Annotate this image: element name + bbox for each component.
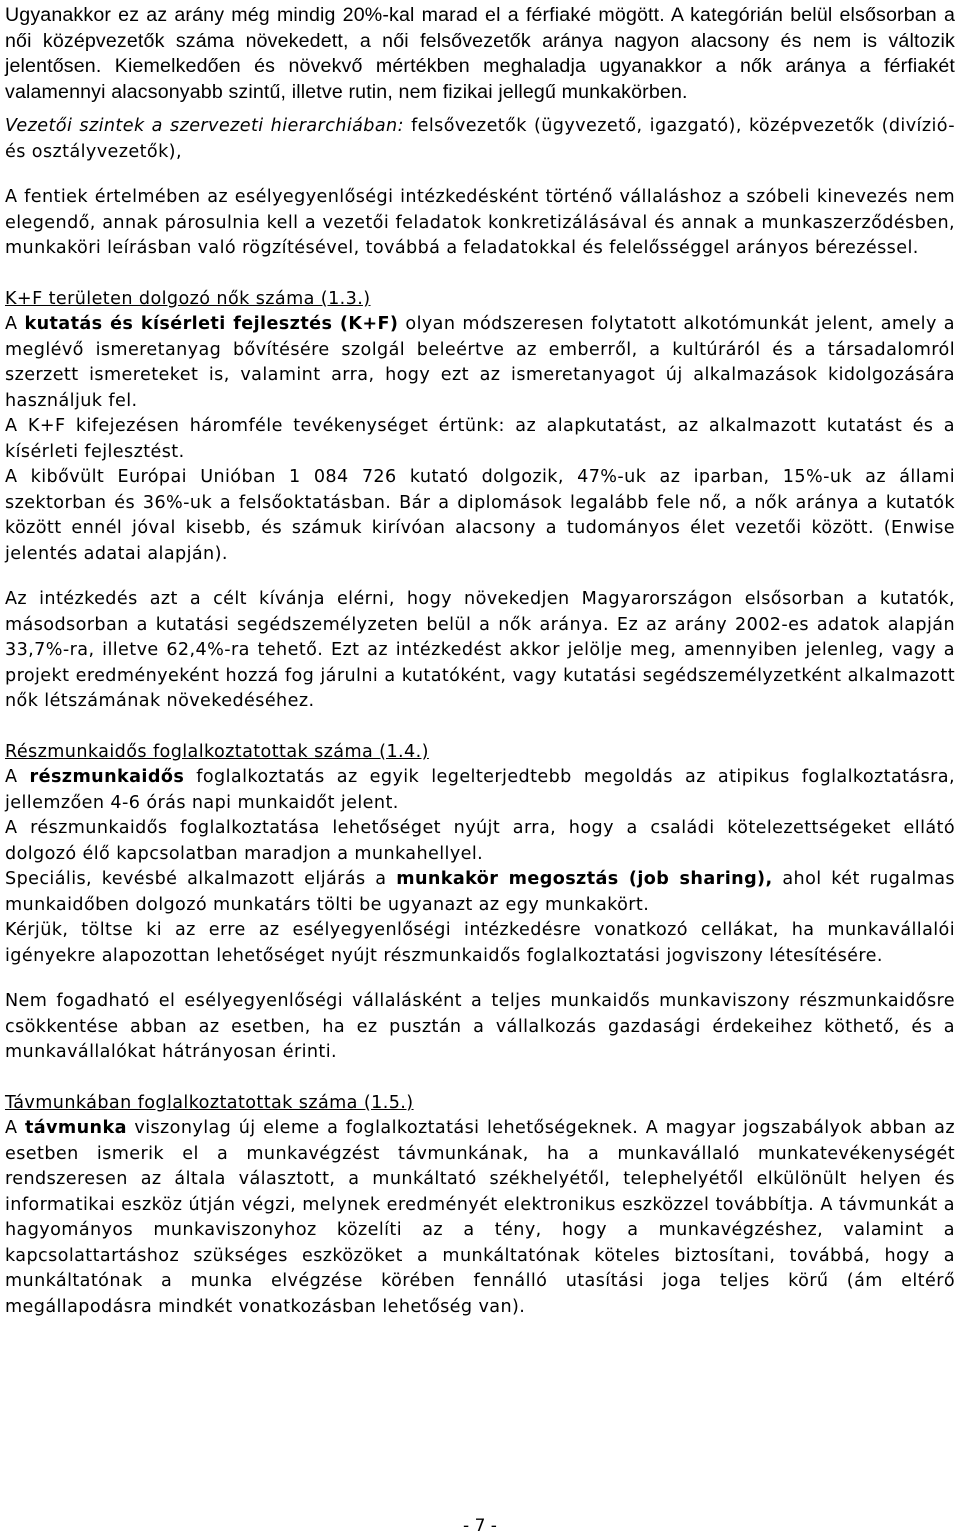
definition-lead: Vezetői szintek a szervezeti hierarchiában: (5, 116, 404, 136)
rd-paragraph-eu-stats: A kibővült Európai Unióban 1 084 726 kutató dolgozik, 47%-uk az iparban, 15%-uk az állami szektorban és 36%-uk a felsőoktatásban. Bár a diplomások legalább fele nő, a nők aránya a kutatók között ennél jóval kisebb, és számuk kirívóan alacsony a tudományos élet vezetői között. (Enwise jelentés adatai alapján). (5, 467, 955, 564)
intro-paragraph: Ugyanakkor ez az arány még mindig 20%-kal marad el a férfiaké mögött. A kategórián belül elsősorban a női középvezetők száma növekedett, a női felsővezetők aránya nagyon alacsony és nem is változik jelentősen. Kiemelkedően és növekvő mértékben meghaladja ugyanakkor a nők aránya a férfiakét valamennyi alacsonyabb szintű, illetve rutin, nem fizikai jellegű munkakörben. (5, 4, 955, 103)
parttime-definition-pre: A (5, 767, 30, 787)
rd-paragraph-types: A K+F kifejezésen háromféle tevékenységet értünk: az alapkutatást, az alkalmazott kutatást és a kísérleti fejlesztést. (5, 416, 955, 462)
rd-definition-post: olyan módszeresen folytatott alkotómunkát jelent, amely a meglévő ismeretanyag bővítésére szolgál beleértve az emberről, a kultúráról és a társadalomról szerzett ismereteket is, valamint arra, hogy ezt az ismeretanyagot új alkalmazások kidolgozására használjuk fel. (5, 314, 955, 411)
parttime-paragraph-definition (5, 765, 955, 816)
parttime-paragraph-request: Kérjük, töltse ki az erre az esélyegyenlőségi intézkedésre vonatkozó cellákat, ha munkavállalói igényekre alapozottan lehetőséget nyújt részmunkaidős foglalkoztatási jogviszony létesítésére. (5, 920, 955, 966)
telework-term: távmunka (24, 1118, 127, 1138)
parttime-paragraph-family: A részmunkaidős foglalkoztatása lehetőséget nyújt arra, hogy a családi kötelezettségeket ellátó dolgozó élő kapcsolatban maradjon a munkahellyel. (5, 818, 955, 864)
definition-text: felsővezetők (ügyvezető, igazgató), középvezetők (divízió- és osztályvezetők), (5, 116, 955, 162)
rd-term: kutatás és kísérleti fejlesztés (K+F) (24, 314, 399, 334)
telework-post: viszonylag új eleme a foglalkoztatási lehetőségeknek. A magyar jogszabályok abban az esetben ismerik el a munkavégzést távmunkának, ha a munkavállaló munkatevékenységét rendszeresen az általa választott, a munkáltató székhelyétől, telephelyétől elkülönült helyen és informatikai eszköz útján végzi, melynek eredményét elektronikus eszközzel továbbítja. A távmunkát a hagyományos munkaviszonyhoz közelíti az a tény, hogy a munkavégzéshez, valamint a kapcsolattartáshoz szükséges eszközöket a munkáltatónak köteles biztosítani, továbbá, hogy a munkáltatónak a munka elvégzése körében fennálló utasítási joga teljes körű (ám eltérő megállapodásra mindkét vonatkozásban lehetőség van). (5, 1118, 955, 1317)
appointment-paragraph: A fentiek értelmében az esélyegyenlőségi intézkedésként történő vállaláshoz a szóbeli kinevezés nem elegendő, annak párosulnia kell a vezetői feladatok konkretizálásával és annak a munkaszerződésben, munkaköri leírásban való rögzítésével, továbbá a feladatokkal és felelősséggel arányos bérezéssel. (5, 187, 955, 258)
job-sharing-term: munkakör megosztás (job sharing), (396, 869, 773, 889)
rd-paragraph-goal: Az intézkedés azt a célt kívánja elérni, hogy növekedjen Magyarországon elsősorban a kutatók, másodsorban a kutatási segédszemélyzeten belül a nők aránya. Ez az arány 2002-es adatok alapján 33,7%-ra, illetve 62,4%-ra tehető. Ezt az intézkedést akkor jelölje meg, amennyiben jelenleg, vagy a projekt eredményeként hozzá fog járulni a kutatóként, vagy kutatási segédszemélyzetként alkalmazott nők létszámának növekedéséhez. (5, 589, 955, 711)
telework-paragraph (5, 1116, 955, 1320)
section-heading-rd: K+F területen dolgozó nők száma (1.3.) (5, 288, 371, 309)
section-heading-telework: Távmunkában foglalkoztatottak száma (1.5.) (5, 1092, 414, 1113)
page-number: - 7 - (463, 1516, 497, 1536)
job-sharing-pre: Speciális, kevésbé alkalmazott eljárás a (5, 869, 397, 889)
rd-paragraph-definition (5, 312, 955, 414)
section-heading-parttime: Részmunkaidős foglalkoztatottak száma (1.4.) (5, 741, 429, 762)
parttime-term: részmunkaidős (29, 767, 185, 787)
definition-paragraph (5, 114, 955, 165)
telework-pre: A (5, 1118, 25, 1138)
parttime-definition-post: foglalkoztatás az egyik legelterjedtebb megoldás az atipikus foglalkoztatásra, jellemzően 4-6 órás napi munkaidőt jelent. (5, 767, 955, 813)
parttime-paragraph-exclusion: Nem fogadható el esélyegyenlőségi vállalásként a teljes munkaidős munkaviszony részmunkaidősre csökkentése abban az esetben, ha ez pusztán a vállalkozás gazdasági érdekeihez köthető, és a munkavállalókat hátrányosan érinti. (5, 991, 955, 1062)
parttime-paragraph-job-sharing (5, 867, 955, 918)
rd-definition-pre: A (5, 314, 25, 334)
job-sharing-post: ahol két rugalmas munkaidőben dolgozó munkatárs tölti be ugyanazt az egy munkakört. (5, 869, 956, 915)
document-page (5, 3, 955, 1320)
